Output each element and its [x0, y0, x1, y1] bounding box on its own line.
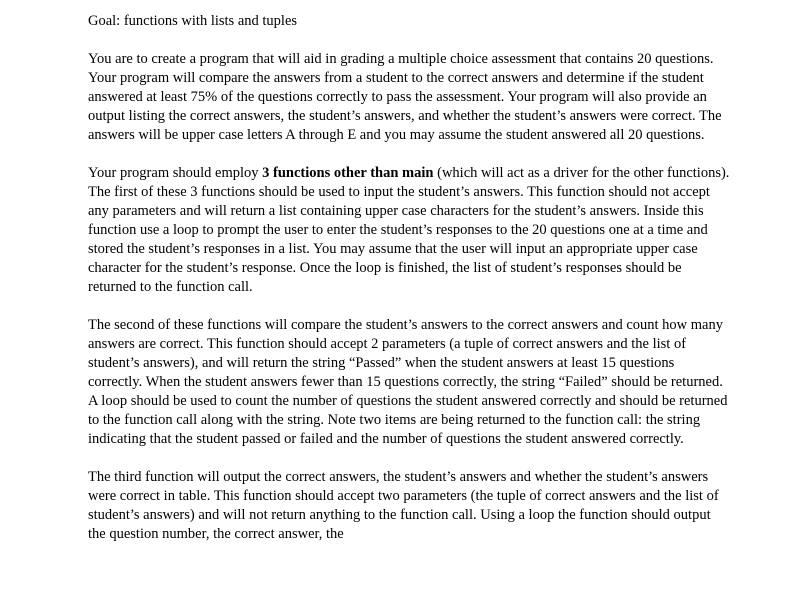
bold-text-functions-other-than-main: 3 functions other than main: [262, 165, 434, 181]
paragraph-text: The third function will output the correct answers, the student’s answers and whether the student’s answers were correct in table. This function should accept two parameters (the tuple of correct answers and the list of student’s answers) and will not return anything to the function call. Using a loop the function should output the question number, the correct answer, the: [88, 469, 719, 542]
assignment-document: [88, 12, 730, 544]
paragraph-text: The second of these functions will compare the student’s answers to the correct answers and count how many answers are correct. This function should accept 2 parameters (a tuple of correct answers and the list of student’s answers), and will return the string “Passed” when the student answers at least 15 questions correctly. When the student answers fewer than 15 questions correctly, the string “Failed” should be returned. A loop should be used to count the number of questions the student answered correctly and should be returned to the function call along with the string. Note two items are being returned to the function call: the string indicating that the student passed or failed and the number of questions the student answered correctly.: [88, 317, 728, 447]
paragraph-second-function: [88, 316, 730, 449]
paragraph-functions-requirement: [88, 164, 730, 297]
paragraph-text: Your program should employ: [88, 165, 263, 181]
document-title: Goal: functions with lists and tuples: [88, 13, 298, 29]
paragraph-text: You are to create a program that will aid in grading a multiple choice assessment that contains 20 questions. Your program will compare the answers from a student to the correct answers and determine if the student answered at least 75% of the questions correctly to pass the assessment. Your program will also provide an output listing the correct answers, the student’s answers, and whether the student’s answers were correct. The answers will be upper case letters A through E and you may assume the student answered all 20 questions.: [88, 51, 722, 143]
paragraph-text: (which will act as a driver for the other functions). The first of these 3 functions should be used to input the student’s answers. This function should not accept any parameters and will return a list containing upper case characters for the student’s answers. Inside this function use a loop to prompt the user to enter the student’s responses to the 20 questions one at a time and stored the student’s responses in a list. You may assume that the user will input an appropriate upper case character for the student’s response. Once the loop is finished, the list of student’s responses should be returned to the function call.: [88, 165, 730, 295]
paragraph-overview: [88, 50, 730, 145]
paragraph-third-function: [88, 468, 730, 544]
